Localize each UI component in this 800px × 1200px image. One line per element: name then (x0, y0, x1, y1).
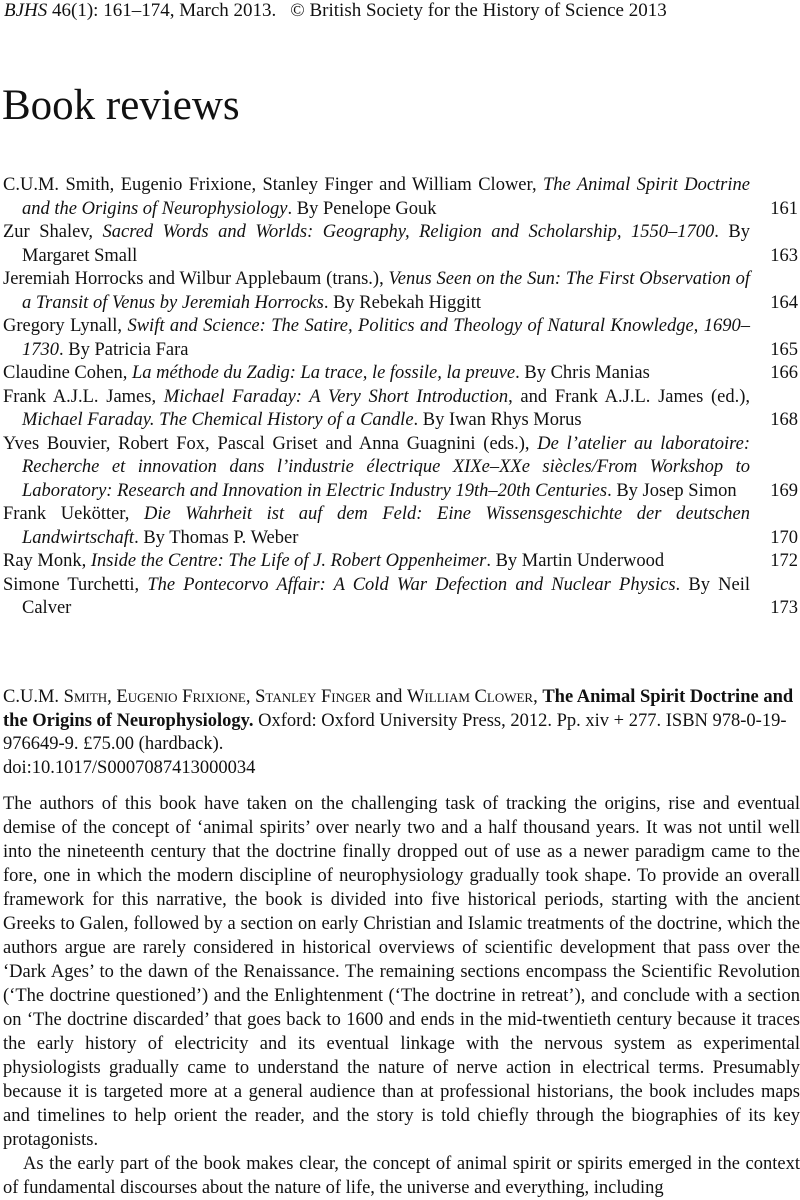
toc-page-number: 166 (770, 363, 798, 383)
toc-entry: Gregory Lynall, Swift and Science: The Satire, Politics and Theology of Natural Knowledge, 1690–1730. By Patricia Fara 165 (3, 315, 800, 362)
toc-entry: Claudine Cohen, La méthode du Zadig: La trace, le fossile, la preuve. By Chris Manias 166 (3, 362, 800, 386)
journal-abbrev: BJHS (4, 0, 48, 21)
review-authors: C.U.M. Smith, Eugenio Frixione, Stanley Finger (3, 687, 371, 707)
review-publication-details: Oxford: Oxford University Press, 2012. Pp. xiv + 277. ISBN 978-0-19-976649-9. £75.00 (hardback). (3, 710, 787, 754)
toc-page-number: 161 (770, 198, 798, 219)
review-paragraph: As the early part of the book makes clear, the concept of animal spirit or spirits emerged in the context of fundamental discourses about the nature of life, the universe and everything, including (3, 1154, 800, 1198)
toc-page-number: 163 (770, 245, 798, 266)
review-doi: doi:10.1017/S0007087413000034 (3, 757, 256, 778)
toc-page-number: 173 (770, 598, 798, 618)
toc-page-number: 168 (770, 410, 798, 430)
toc-entry: Zur Shalev, Sacred Words and Worlds: Geography, Religion and Scholarship, 1550–1700. By Margaret Small 163 (3, 221, 800, 268)
review-book-title: The Animal Spirit Doctrine and the Origins of Neurophysiology. (3, 687, 794, 731)
toc-entry: Jeremiah Horrocks and Wilbur Applebaum (trans.), Venus Seen on the Sun: The First Observation of a Transit of Venus by Jeremiah Horrocks. By Rebekah Higgitt 164 (3, 268, 800, 315)
toc-entry: Frank Uekötter, Die Wahrheit ist auf dem Feld: Eine Wissensgeschichte der deutschen Landwirtschaft. By Thomas P. Weber 170 (3, 503, 800, 550)
review-heading (3, 686, 800, 780)
toc-entry: C.U.M. Smith, Eugenio Frixione, Stanley Finger and William Clower, The Animal Spirit Doctrine and the Origins of Neurophysiology. By Penelope Gouk 161 (3, 174, 800, 221)
review-bibliographic-entry: C.U.M. Smith, Eugenio Frixione, Stanley Finger and William Clower, The Animal Spirit Doctrine and the Origins of Neurophysiology. Oxford: Oxford University Press, 2012. Pp. xiv + 277. ISBN 978-0-19-976649-9. £75.00 (hardback). (3, 687, 794, 754)
reviews-contents-list (3, 174, 800, 621)
toc-entry: Simone Turchetti, The Pontecorvo Affair: A Cold War Defection and Nuclear Physics. By Neil Calver 173 (3, 574, 800, 621)
toc-page-number: 170 (770, 527, 798, 548)
toc-page-number: 172 (770, 551, 798, 571)
review-paragraph: The authors of this book have taken on the challenging task of tracking the origins, rise and eventual demise of the concept of ‘animal spirits’ over nearly two and a half thousand years. It was not until well into the nineteenth century that the doctrine finally dropped out of use as a newer paradigm came to the fore, one in which the modern discipline of neurophysiology gradually took shape. To provide an overall framework for this narrative, the book is divided into five historical periods, starting with the ancient Greeks to Galen, followed by a section on early Christian and Islamic treatments of the doctrine, which the authors argue are rarely considered in historical overviews of scientific development that pass over the ‘Dark Ages’ to the dawn of the Renaissance. The remaining sections encompass the Scientific Revolution (‘The doctrine questioned’) and the Enlightenment (‘The doctrine in retreat’), and conclude with a section on ‘The doctrine discarded’ that goes back to 1600 and ends in the mid-twentieth century because it traces the early history of electricity and its eventual linkage with the nervous system as experimental physiologists gradually came to understand the nature of nerve action in electrical terms. Presumably because it is targeted more at a general audience than at professional historians, the book includes maps and timelines to help orient the reader, and the story is told chiefly through the biographies of its key protagonists. (3, 794, 800, 1150)
toc-entry: Frank A.J.L. James, Michael Faraday: A Very Short Introduction, and Frank A.J.L. James (ed.), Michael Faraday. The Chemical History of a Candle. By Iwan Rhys Morus 168 (3, 386, 800, 433)
copyright-notice: © British Society for the History of Science 2013 (290, 0, 667, 21)
toc-page-number: 165 (770, 339, 798, 360)
toc-entry: Yves Bouvier, Robert Fox, Pascal Griset and Anna Guagnini (eds.), De l’atelier au laboratoire: Recherche et innovation dans l’industrie électrique XIXe–XXe siècles/From Workshop to Laboratory: Research and Innovation in Electric Industry 19th–20th Centuries. By Josep Simon 169 (3, 433, 800, 504)
toc-entry: Ray Monk, Inside the Centre: The Life of J. Robert Oppenheimer. By Martin Underwood 172 (3, 550, 800, 574)
journal-citation: 46(1): 161–174, March 2013. (47, 0, 277, 21)
toc-page-number: 169 (770, 480, 798, 501)
running-header (4, 0, 667, 22)
review-body (3, 792, 800, 1200)
page-title: Book reviews (2, 82, 240, 129)
toc-page-number: 164 (770, 292, 798, 313)
